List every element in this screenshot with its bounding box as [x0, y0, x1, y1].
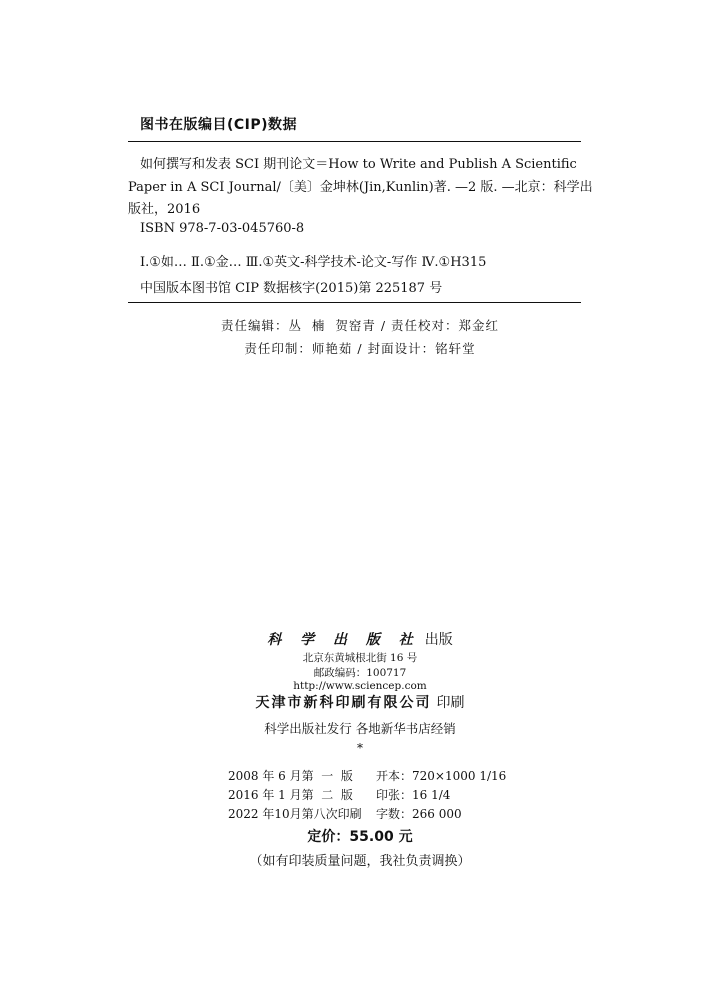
publisher-suffix: 出版 [424, 632, 453, 648]
quality-notice: （如有印装质量问题，我社负责调换） [249, 854, 471, 869]
edition-3-left: 2022 年10月第八次印刷 [228, 807, 362, 821]
edition-1-left: 2008 年 6 月第 一 版 [228, 769, 353, 783]
cip-line-publisher: 版社，2016 [128, 202, 201, 217]
cip-title: 图书在版编目(CIP)数据 [140, 117, 298, 133]
publisher-name: 科 学 出 版 社 [267, 632, 420, 648]
publisher-line [0, 629, 720, 649]
cip-line-isbn: ISBN 978-7-03-045760-8 [140, 221, 305, 236]
edition-2-left: 2016 年 1 月第 二 版 [228, 788, 353, 802]
printer-name: 天津市新科印刷有限公司 [255, 695, 432, 711]
edition-3-right: 字数：266 000 [376, 807, 462, 821]
publisher-url: http://www.sciencep.com [293, 680, 427, 692]
cip-line-author: Paper in A SCI Journal/〔美〕金坤林(Jin,Kunlin)著. —2 版. —北京：科学出 [128, 180, 593, 195]
edition-1-right: 开本：720×1000 1/16 [376, 769, 507, 783]
distribution-line: 科学出版社发行 各地新华书店经销 [264, 721, 456, 736]
separator-asterisk: * [357, 741, 363, 755]
cip-line-title: 如何撰写和发表 SCI 期刊论文＝How to Write and Publish A Scientific [140, 157, 577, 172]
price: 定价：55.00 元 [307, 829, 413, 845]
printer-line [0, 692, 720, 712]
publisher-address: 北京东黄城根北街 16 号 [302, 652, 418, 664]
top-rule [128, 141, 581, 142]
publisher-postcode: 邮政编码：100717 [313, 667, 407, 679]
cip-line-cip-number: 中国版本图书馆 CIP 数据核字(2015)第 225187 号 [140, 281, 443, 296]
edition-2-right: 印张：16 1/4 [376, 788, 451, 802]
credits-production: 责任印制：师艳茹 / 封面设计：铭轩堂 [244, 341, 476, 356]
credits-editors: 责任编辑：丛 楠 贺窑青 / 责任校对：郑金红 [220, 318, 500, 333]
printer-suffix: 印刷 [436, 695, 465, 711]
bottom-rule [128, 302, 581, 303]
cip-line-subjects: Ⅰ.①如… Ⅱ.①金… Ⅲ.①英文-科学技术-论文-写作 Ⅳ.①H315 [140, 255, 487, 270]
